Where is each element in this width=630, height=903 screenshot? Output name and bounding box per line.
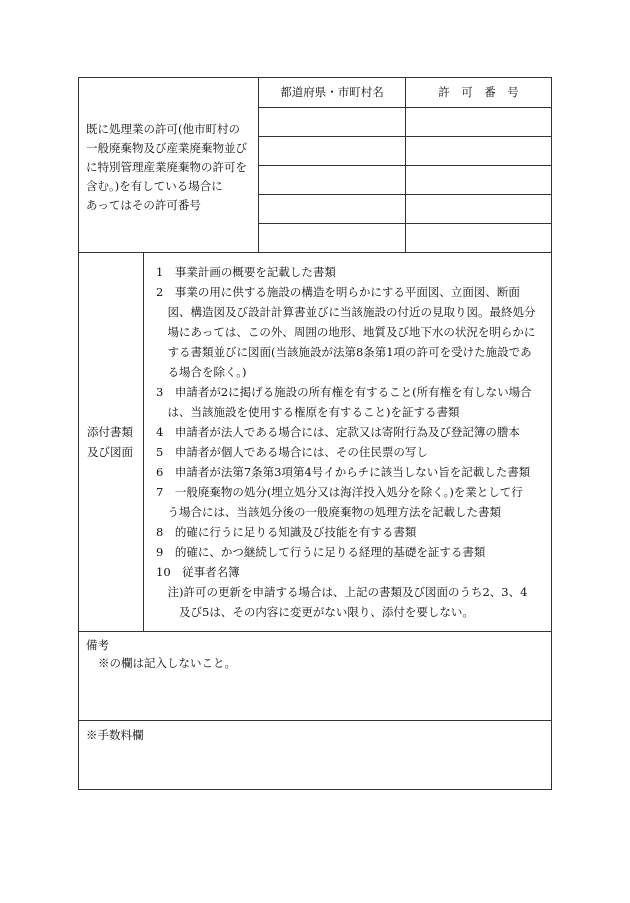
attachment-line: 1 事業計画の概要を記載した書類 [156, 265, 336, 279]
border-left [78, 77, 79, 790]
permit-label-line: 含む。)を有している場合に [86, 179, 223, 193]
border-top [78, 77, 552, 78]
permit-label-line: 一般廃棄物及び産業廃棄物並び [86, 141, 247, 155]
border-right [551, 77, 552, 790]
attachment-line: 3 申請者が2に掲げる施設の所有権を有すること(所有権を有しない場合 [156, 385, 532, 399]
attachment-line: は、当該施設を使用する権原を有すること)を証する書類 [156, 405, 460, 419]
attachment-line: 4 申請者が法人である場合には、定款又は寄附行為及び登記簿の謄本 [156, 425, 520, 439]
attachment-line: 5 申請者が個人である場合には、その住民票の写し [156, 445, 428, 459]
fee-label: ※手数料欄 [86, 728, 144, 742]
col-header-prefecture: 都道府県・市町村名 [280, 85, 384, 99]
remarks-section-bottom [78, 720, 552, 721]
permit-row-line [258, 136, 552, 137]
attachment-line: 7 一般廃棄物の処分(埋立処分又は海洋投入処分を除く。)を業として行 [156, 485, 523, 499]
permit-label-line: に特別管理産業廃棄物の許可を [86, 160, 247, 174]
attachment-line: 図、構造図及び設計計算書並びに当該施設の付近の見取り図。最終処分 [156, 305, 536, 319]
attachments-label: 添付書類 [87, 425, 133, 439]
attachment-note-line: 及び5は、その内容に変更がない限り、添付を要しない。 [156, 605, 474, 619]
remarks-label: 備考 [86, 638, 109, 652]
attachments-section-bottom [78, 631, 552, 632]
attachment-line: 場にあっては、この外、周囲の地形、地質及び地下水の状況を明らかに [156, 325, 536, 339]
attachment-line: う場合には、当該処分後の一般廃棄物の処理方法を記載した書類 [156, 505, 501, 519]
attachment-line: 10 従事者名簿 [156, 565, 240, 579]
col-header-permit-number: 許 可 番 号 [438, 85, 519, 99]
attachment-note-line: 注)許可の更新を申請する場合は、上記の書類及び図面のうち2、3、4 [156, 585, 528, 599]
remarks-note: ※の欄は記入しないこと。 [98, 656, 236, 670]
attachment-line: る場合を除く。) [156, 365, 247, 379]
attachment-line: 9 的確に、かつ継続して行うに足りる経理的基礎を証する書類 [156, 545, 486, 559]
permit-row-line [258, 165, 552, 166]
permit-row-line [258, 223, 552, 224]
attachment-line: 8 的確に行うに足りる知識及び技能を有する書類 [156, 525, 417, 539]
permit-section-bottom [78, 252, 552, 253]
attachment-line: する書類並びに図面(当該施設が法第8条第1項の許可を受けた施設であ [156, 345, 532, 359]
permit-row-line [258, 107, 552, 108]
border-bottom [78, 789, 552, 790]
permit-label-line: 既に処理業の許可(他市町村の [86, 122, 240, 136]
attachment-line: 2 事業の用に供する施設の構造を明らかにする平面図、立面図、断面 [156, 285, 520, 299]
permit-label-line: あってはその許可番号 [86, 198, 201, 212]
attachments-label: 及び図面 [87, 445, 133, 459]
permit-row-line [258, 194, 552, 195]
attachment-line: 6 申請者が法第7条第3項第4号イからチに該当しない旨を記載した書類 [156, 465, 531, 479]
attachments-label-divider [143, 252, 144, 631]
